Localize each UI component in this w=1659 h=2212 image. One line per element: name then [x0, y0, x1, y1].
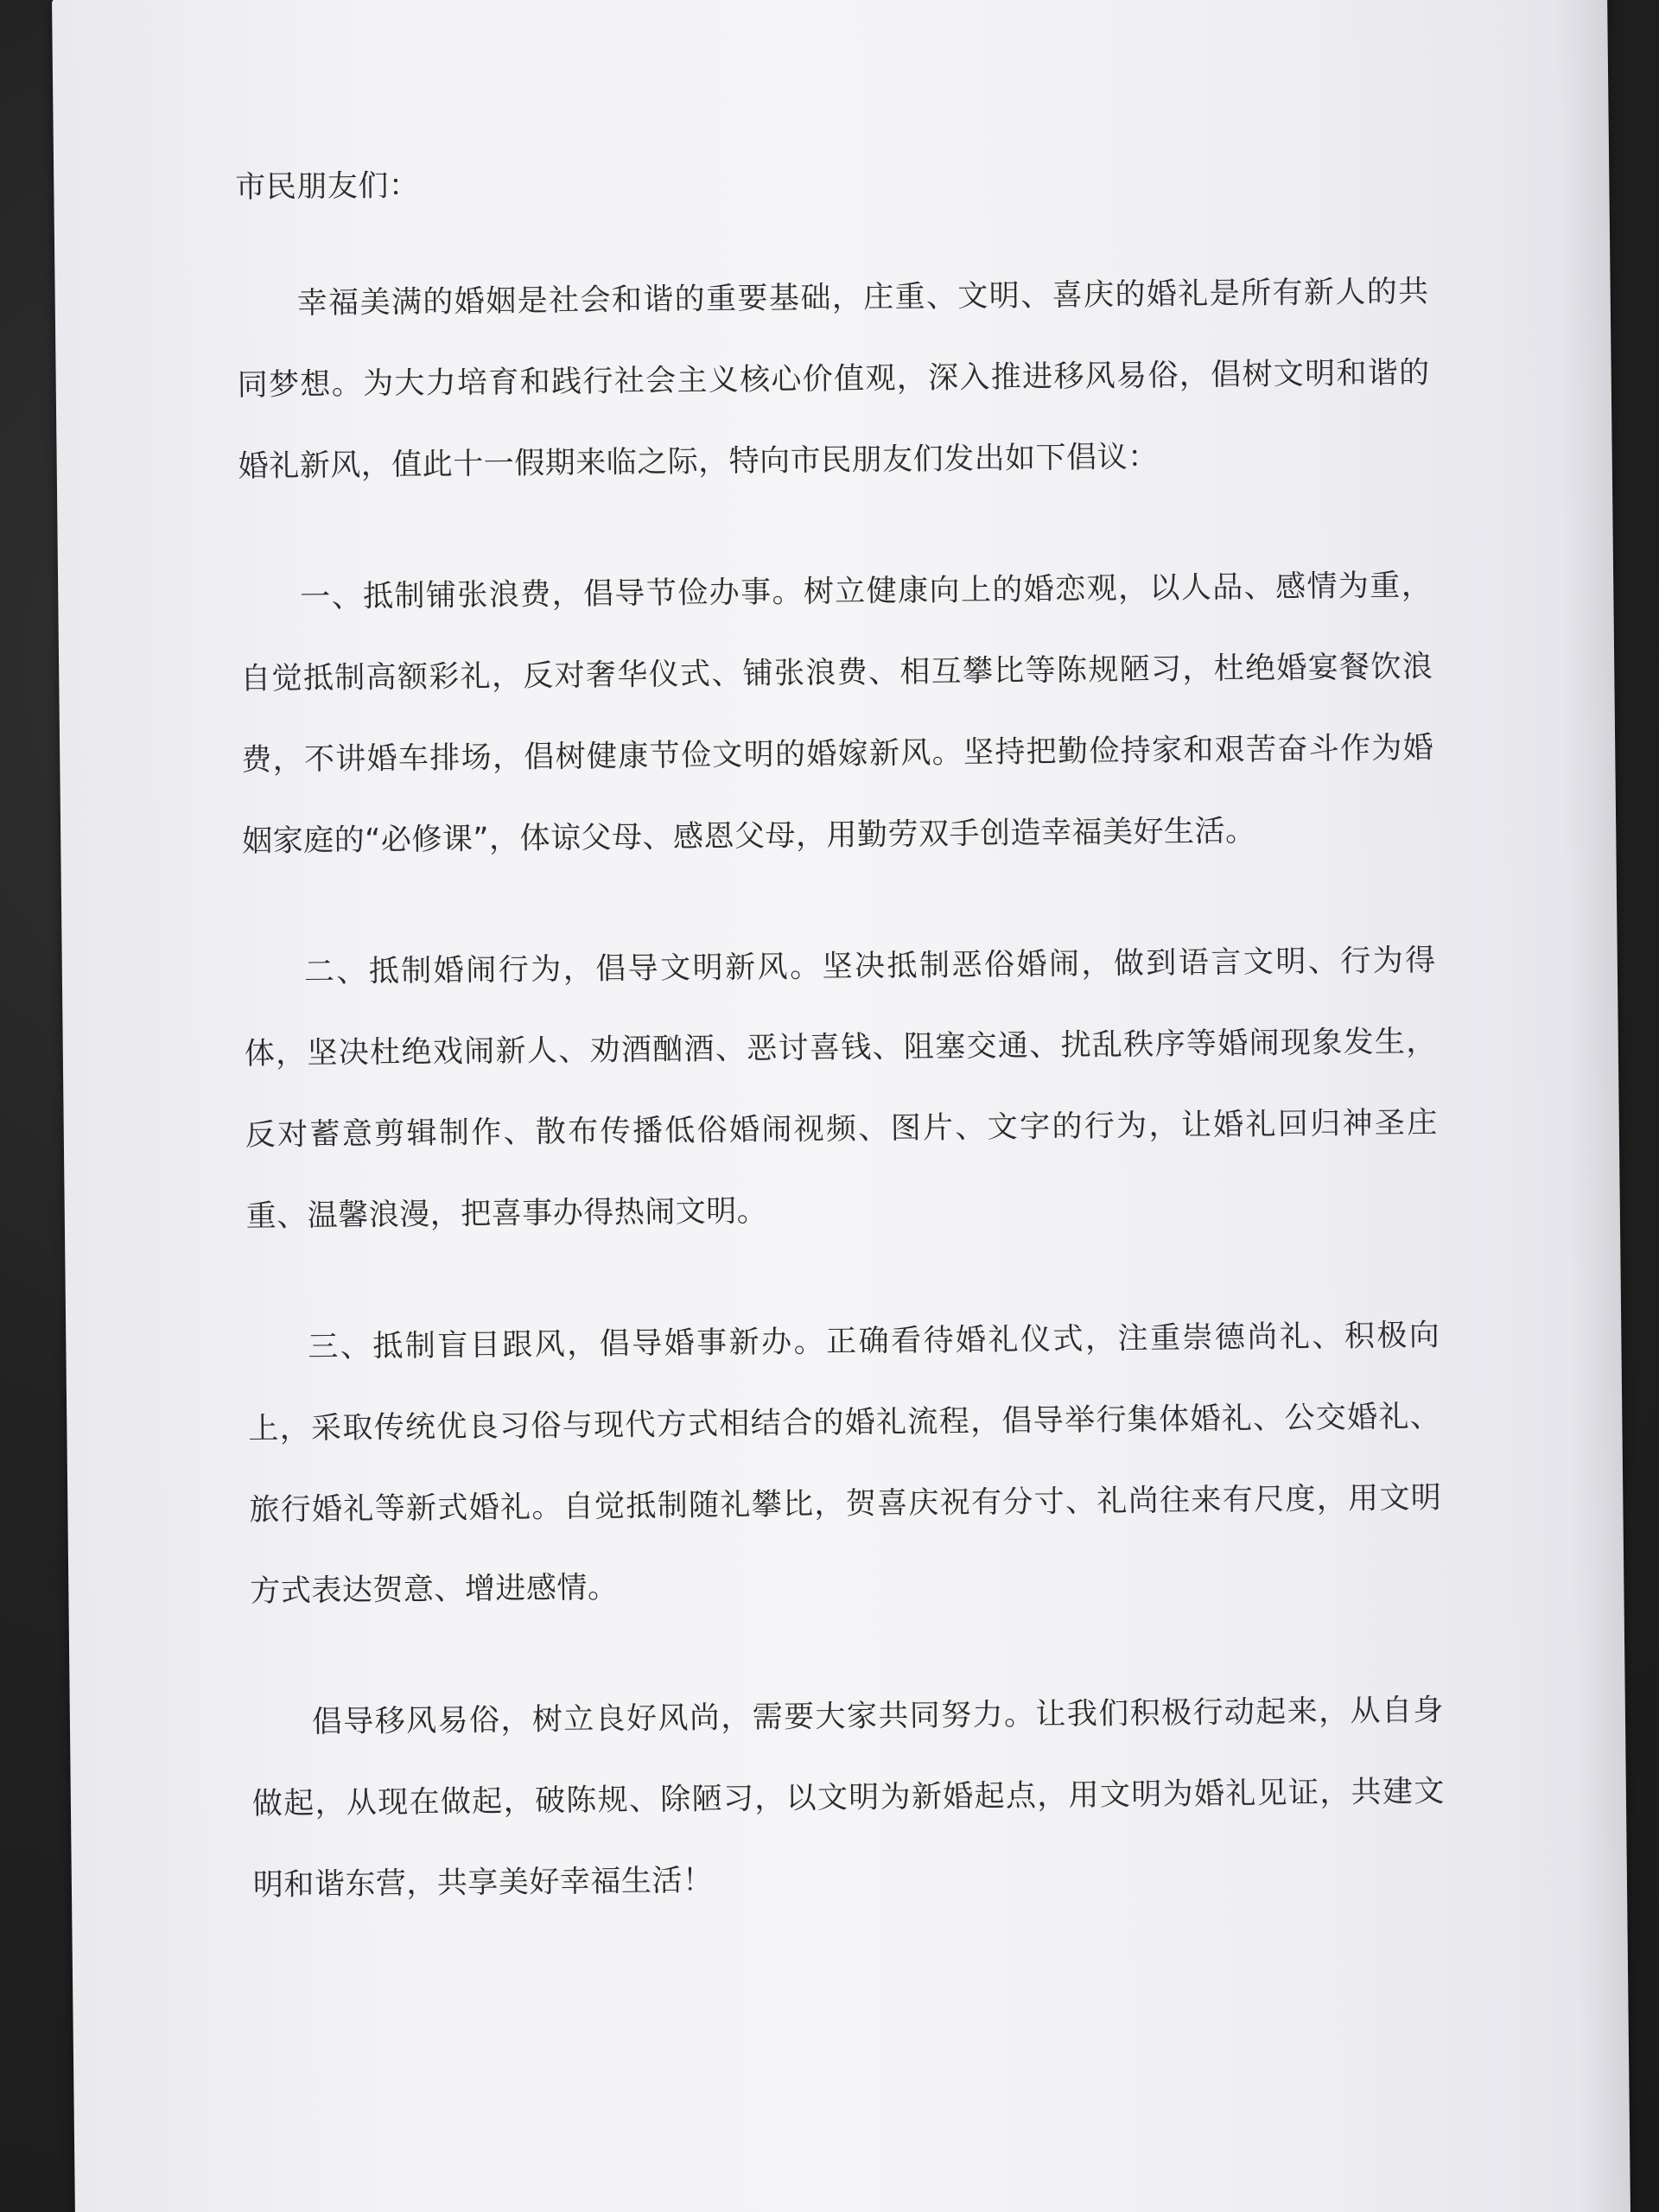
paragraph-intro: 幸福美满的婚姻是社会和谐的重要基础，庄重、文明、喜庆的婚礼是所有新人的共同梦想。为大力培育和践行社会主义核心价值观，深入推进移风易俗，倡树文明和谐的婚礼新风，值此十一假期来临之际，特向市民朋友们发出如下倡议：	[237, 274, 1430, 485]
paper-sheet	[52, 0, 1630, 2212]
paragraph-proposal-3: 三、抵制盲目跟风，倡导婚事新办。正确看待婚礼仪式，注重崇德尚礼、积极向上，采取传统优良习俗与现代方式相结合的婚礼流程，倡导举行集体婚礼、公交婚礼、旅行婚礼等新式婚礼。自觉抵制随礼攀比，贺喜庆祝有分寸、礼尚往来有尺度，用文明方式表达贺意、增进感情。	[248, 1318, 1442, 1610]
paragraph-closing: 倡导移风易俗，树立良好风尚，需要大家共同努力。让我们积极行动起来，从自身做起，从现在做起，破陈规、除陋习，以文明为新婚起点，用文明为婚礼见证，共建文明和谐东营，共享美好幸福生活！	[251, 1693, 1446, 1904]
greeting: 市民朋友们：	[235, 168, 420, 206]
document-body	[235, 149, 1446, 1926]
paragraph-proposal-2: 二、抵制婚闹行为，倡导文明新风。坚决抵制恶俗婚闹，做到语言文明、行为得体，坚决杜绝戏闹新人、劝酒酗酒、恶讨喜钱、阻塞交通、扰乱秩序等婚闹现象发生，反对蓄意剪辑制作、散布传播低俗婚闹视频、图片、文字的行为，让婚礼回归神圣庄重、温馨浪漫，把喜事办得热闹文明。	[244, 943, 1438, 1235]
paragraph-proposal-1: 一、抵制铺张浪费，倡导节俭办事。树立健康向上的婚恋观，以人品、感情为重，自觉抵制高额彩礼，反对奢华仪式、铺张浪费、相互攀比等陈规陋习，杜绝婚宴餐饮浪费，不讲婚车排场，倡树健康节俭文明的婚嫁新风。坚持把勤俭持家和艰苦奋斗作为婚姻家庭的“必修课”，体谅父母、感恩父母，用勤劳双手创造幸福美好生活。	[240, 568, 1434, 860]
